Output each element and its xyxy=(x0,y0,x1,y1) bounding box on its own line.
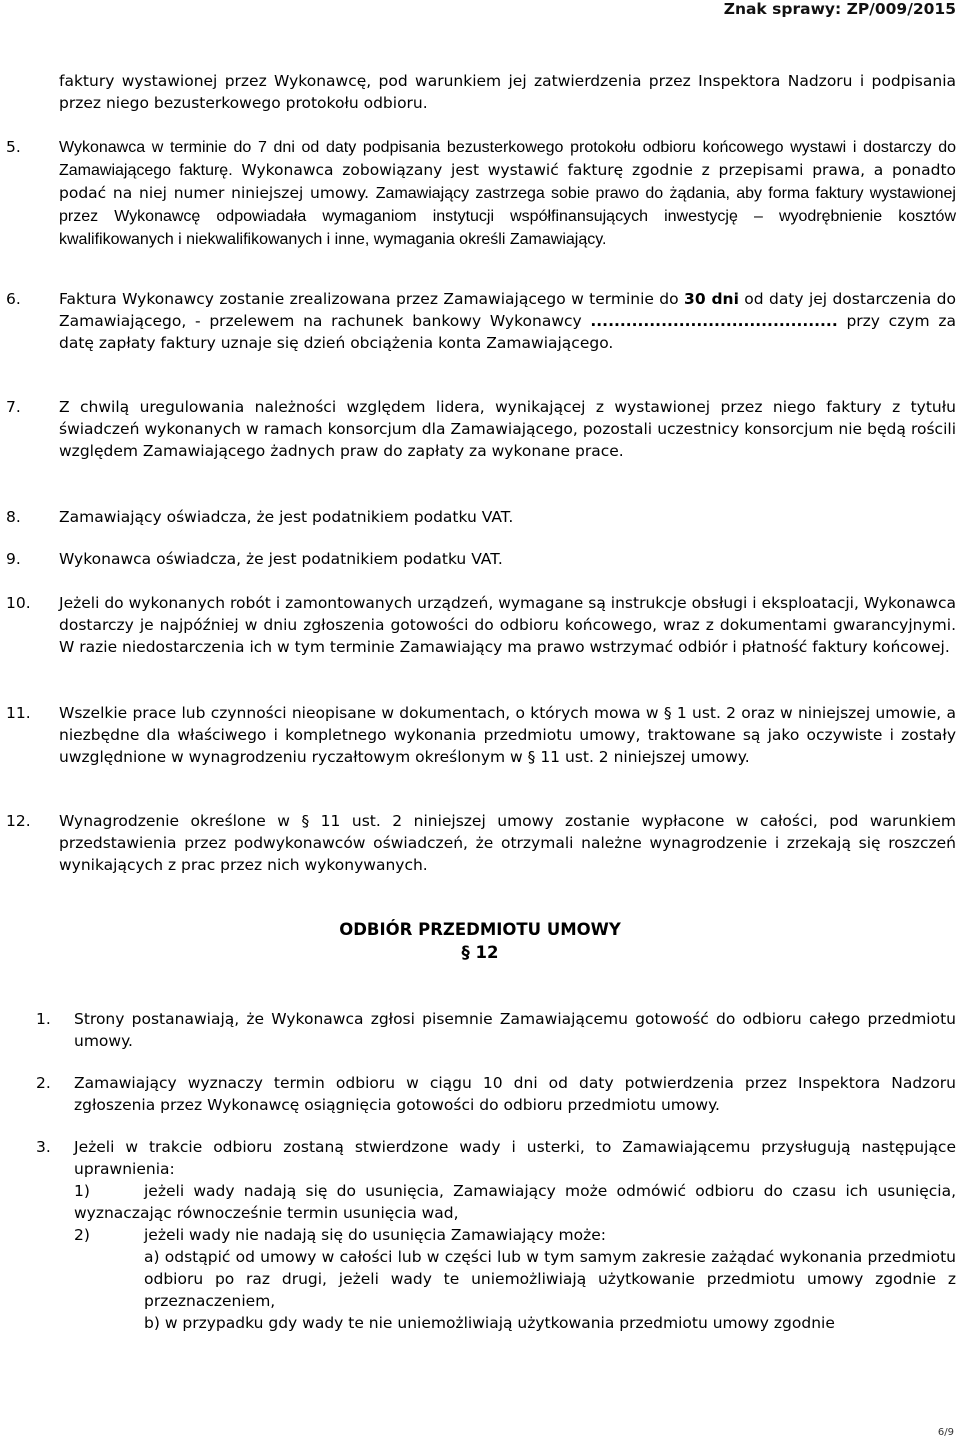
sub-item-number: 1) xyxy=(74,1182,90,1200)
payment-term: 30 dni xyxy=(684,290,739,308)
section-item-1-text: Strony postanawiają, że Wykonawca zgłosi pisemnie Zamawiającemu gotowość do odbioru całego przedmiotu umowy. xyxy=(74,1010,956,1050)
sub-item-2-text: jeżeli wady nie nadają się do usunięcia Zamawiający może: xyxy=(144,1226,606,1244)
item-number: 8. xyxy=(6,508,21,526)
section-item-2-text: Zamawiający wyznaczy termin odbioru w ciągu 10 dni od daty potwierdzenia przez Inspektora Nadzoru zgłoszenia przez Wykonawcę osiągnięcia gotowości do odbioru przedmiotu umowy. xyxy=(74,1074,956,1114)
item-6-text xyxy=(59,288,956,354)
item-number: 10. xyxy=(6,594,31,612)
item-7-text: Z chwilą uregulowania należności względem lidera, wynikającej z wystawionej przez niego faktury z tytułu świadczeń wykonanych w ramach konsorcjum dla Zamawiającego, pozostali uczestnicy konsorcjum nie będą rościli względem Zamawiającego żadnych praw do zapłaty za wykonane prace. xyxy=(59,398,956,460)
section-item-number: 2. xyxy=(36,1074,51,1092)
sub-sub-item-a-text: a) odstąpić od umowy w całości lub w części lub w tym samym zakresie zażądać wykonania przedmiotu odbioru po raz drugi, jeżeli wady te uniemożliwiają użytkowanie przedmiotu umowy zgodnie z przeznaczeniem, xyxy=(144,1248,956,1310)
item-5-text xyxy=(59,136,956,251)
sub-item-number: 2) xyxy=(74,1226,90,1244)
item-9-text: Wykonawca oświadcza, że jest podatnikiem podatku VAT. xyxy=(59,550,503,568)
page-number: 6/9 xyxy=(937,1427,954,1438)
item-number: 7. xyxy=(6,398,21,416)
item-11-text: Wszelkie prace lub czynności nieopisane w dokumentach, o których mowa w § 1 ust. 2 oraz w niniejszej umowie, a niezbędne dla właściwego i kompletnego wykonania przedmiotu umowy, traktowane są jako oczywiste i zostały uwzględnione w wynagrodzeniu ryczałtowym określonym w § 11 ust. 2 niniejszej umowy. xyxy=(59,704,956,766)
item-number: 11. xyxy=(6,704,31,722)
item-10-text: Jeżeli do wykonanych robót i zamontowanych urządzeń, wymagane są instrukcje obsługi i eksploatacji, Wykonawca dostarczy je najpóźniej w dniu zgłoszenia gotowości do odbioru końcowego, wraz z dokumentami gwarancyjnymi. W razie niedostarczenia ich w tym terminie Zamawiający ma prawo wstrzymać odbiór i płatność faktury końcowej. xyxy=(59,594,956,656)
section-item-3-text: Jeżeli w trakcie odbioru zostaną stwierdzone wady i usterki, to Zamawiającemu przysługują następujące uprawnienia: xyxy=(74,1138,956,1178)
item-12-text: Wynagrodzenie określone w § 11 ust. 2 niniejszej umowy zostanie wypłacone w całości, pod warunkiem przedstawienia przez podwykonawców oświadczeń, że otrzymali należne wynagrodzenie i zrzekają się roszczeń wynikających z prac przez nich wykonywanych. xyxy=(59,812,956,874)
item-8-text: Zamawiający oświadcza, że jest podatnikiem podatku VAT. xyxy=(59,508,514,526)
sub-item-1-text: jeżeli wady nadają się do usunięcia, Zamawiający może odmówić odbioru do czasu ich usunięcia, wyznaczając równocześnie termin usunięcia wad, xyxy=(74,1182,956,1222)
item-6-part-c: przy czym za datę zapłaty faktury uznaje się dzień obciążenia konta Zamawiającego. xyxy=(59,312,956,352)
item-5-sentence-b: Wykonawca zobowiązany jest wystawić fakturę zgodnie z przepisami prawa, a ponadto podać na niej numer niniejszej umowy. xyxy=(59,161,956,202)
account-placeholder-dots: .......................................... xyxy=(590,312,838,330)
item-number: 9. xyxy=(6,550,21,568)
item-number: 5. xyxy=(6,138,21,156)
section-item-number: 3. xyxy=(36,1138,51,1156)
item-number: 12. xyxy=(6,812,31,830)
section-item-number: 1. xyxy=(36,1010,51,1028)
case-number: Znak sprawy: ZP/009/2015 xyxy=(723,0,956,18)
item-5-sentence-a: Wykonawca w terminie do 7 dni od daty podpisania bezusterkowego protokołu odbioru końcowego wystawi i dostarczy do Zamawiającego fakturę. xyxy=(59,139,956,179)
section-paragraph-number: § 12 xyxy=(461,943,499,962)
item-number: 6. xyxy=(6,290,21,308)
item-6-part-b: od daty jej dostarczenia do Zamawiającego, - przelewem na rachunek bankowy Wykonawcy xyxy=(59,290,956,330)
section-title: ODBIÓR PRZEDMIOTU UMOWY xyxy=(339,920,621,939)
sub-sub-item-b-text: b) w przypadku gdy wady te nie uniemożliwiają użytkowania przedmiotu umowy zgodnie xyxy=(144,1314,835,1332)
intro-paragraph: faktury wystawionej przez Wykonawcę, pod warunkiem jej zatwierdzenia przez Inspektora Nadzoru i podpisania przez niego bezusterkowego protokołu odbioru. xyxy=(59,72,956,112)
item-6-part-a: Faktura Wykonawcy zostanie zrealizowana przez Zamawiającego w terminie do xyxy=(59,290,679,308)
item-5-sentence-c: Zamawiający zastrzega sobie prawo do żądania, aby forma faktury wystawionej przez Wykonawcę odpowiadała wymaganiom instytucji współfinansujących inwestycję – wyodrębnienie kosztów kwalifikowanych i niekwalifikowanych i inne, wymagania określi Zamawiający. xyxy=(59,185,956,248)
